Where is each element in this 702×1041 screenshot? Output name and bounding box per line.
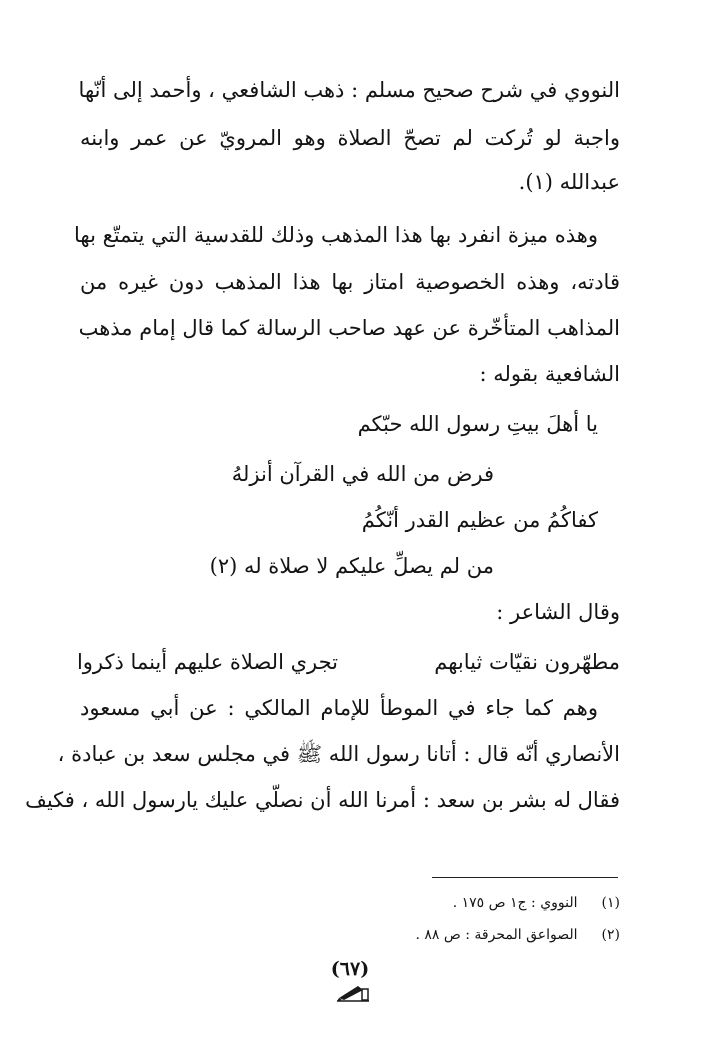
footnote-separator (432, 877, 618, 878)
footnote-2-text: الصواعق المحرقة : ص ٨٨ . (415, 927, 578, 943)
footnote-2 (80, 925, 620, 945)
poet-intro: وقال الشاعر : (496, 600, 620, 624)
footnote-1-text: النووي : ج١ ص ١٧٥ . (452, 895, 578, 911)
body-line-7: الشافعية بقوله : (479, 362, 620, 386)
poem-line-2: فرض من الله في القرآن أنزلهُ (231, 462, 494, 486)
body-line-3: عبدالله (١). (518, 170, 620, 194)
body-line-8: وهم كما جاء في الموطأ للإمام المالكي : عن أبي مسعود (80, 696, 598, 720)
body-line-5: قادته، وهذه الخصوصية امتاز بها هذا المذهب دون غيره من (80, 270, 620, 294)
poem-line-3: كفاكُمُ من عظيم القدر أنّكُمُ (361, 508, 598, 532)
body-line-6: المذاهب المتأخّرة عن عهد صاحب الرسالة كما قال إمام مذهب (78, 316, 620, 340)
pen-icon (336, 982, 370, 1002)
footnote-1 (80, 893, 620, 913)
footnote-1-number: (١) (601, 895, 620, 911)
verse-2-second-hemistich: تجري الصلاة عليهم أينما ذكروا (76, 650, 338, 674)
body-line-2: واجبة لو تُركت لم تصحّ الصلاة وهو المرويّ عن عمر وابنه (80, 126, 620, 150)
page-number: (٦٧) (330, 958, 370, 980)
verse-2-first-hemistich: مطهّرون نقيّات ثيابهم (434, 650, 620, 674)
poem-line-4: من لم يصلِّ عليكم لا صلاة له (٢) (209, 554, 494, 578)
footnote-2-number: (٢) (601, 927, 620, 943)
body-line-10: فقال له بشر بن سعد : أمرنا الله أن نصلّي عليك يارسول الله ، فكيف (25, 788, 620, 812)
body-line-4: وهذه ميزة انفرد بها هذا المذهب وذلك للقدسية التي يتمتّع بها (74, 223, 598, 247)
body-line-9: الأنصاري أنّه قال : أتانا رسول الله ﷺ في مجلس سعد بن عبادة ، (57, 742, 620, 766)
poem-line-1: يا أهلَ بيتِ رسول الله حبّكم (357, 412, 598, 436)
body-line-1: النووي في شرح صحيح مسلم : ذهب الشافعي ، وأحمد إلى أنّها (78, 78, 620, 102)
